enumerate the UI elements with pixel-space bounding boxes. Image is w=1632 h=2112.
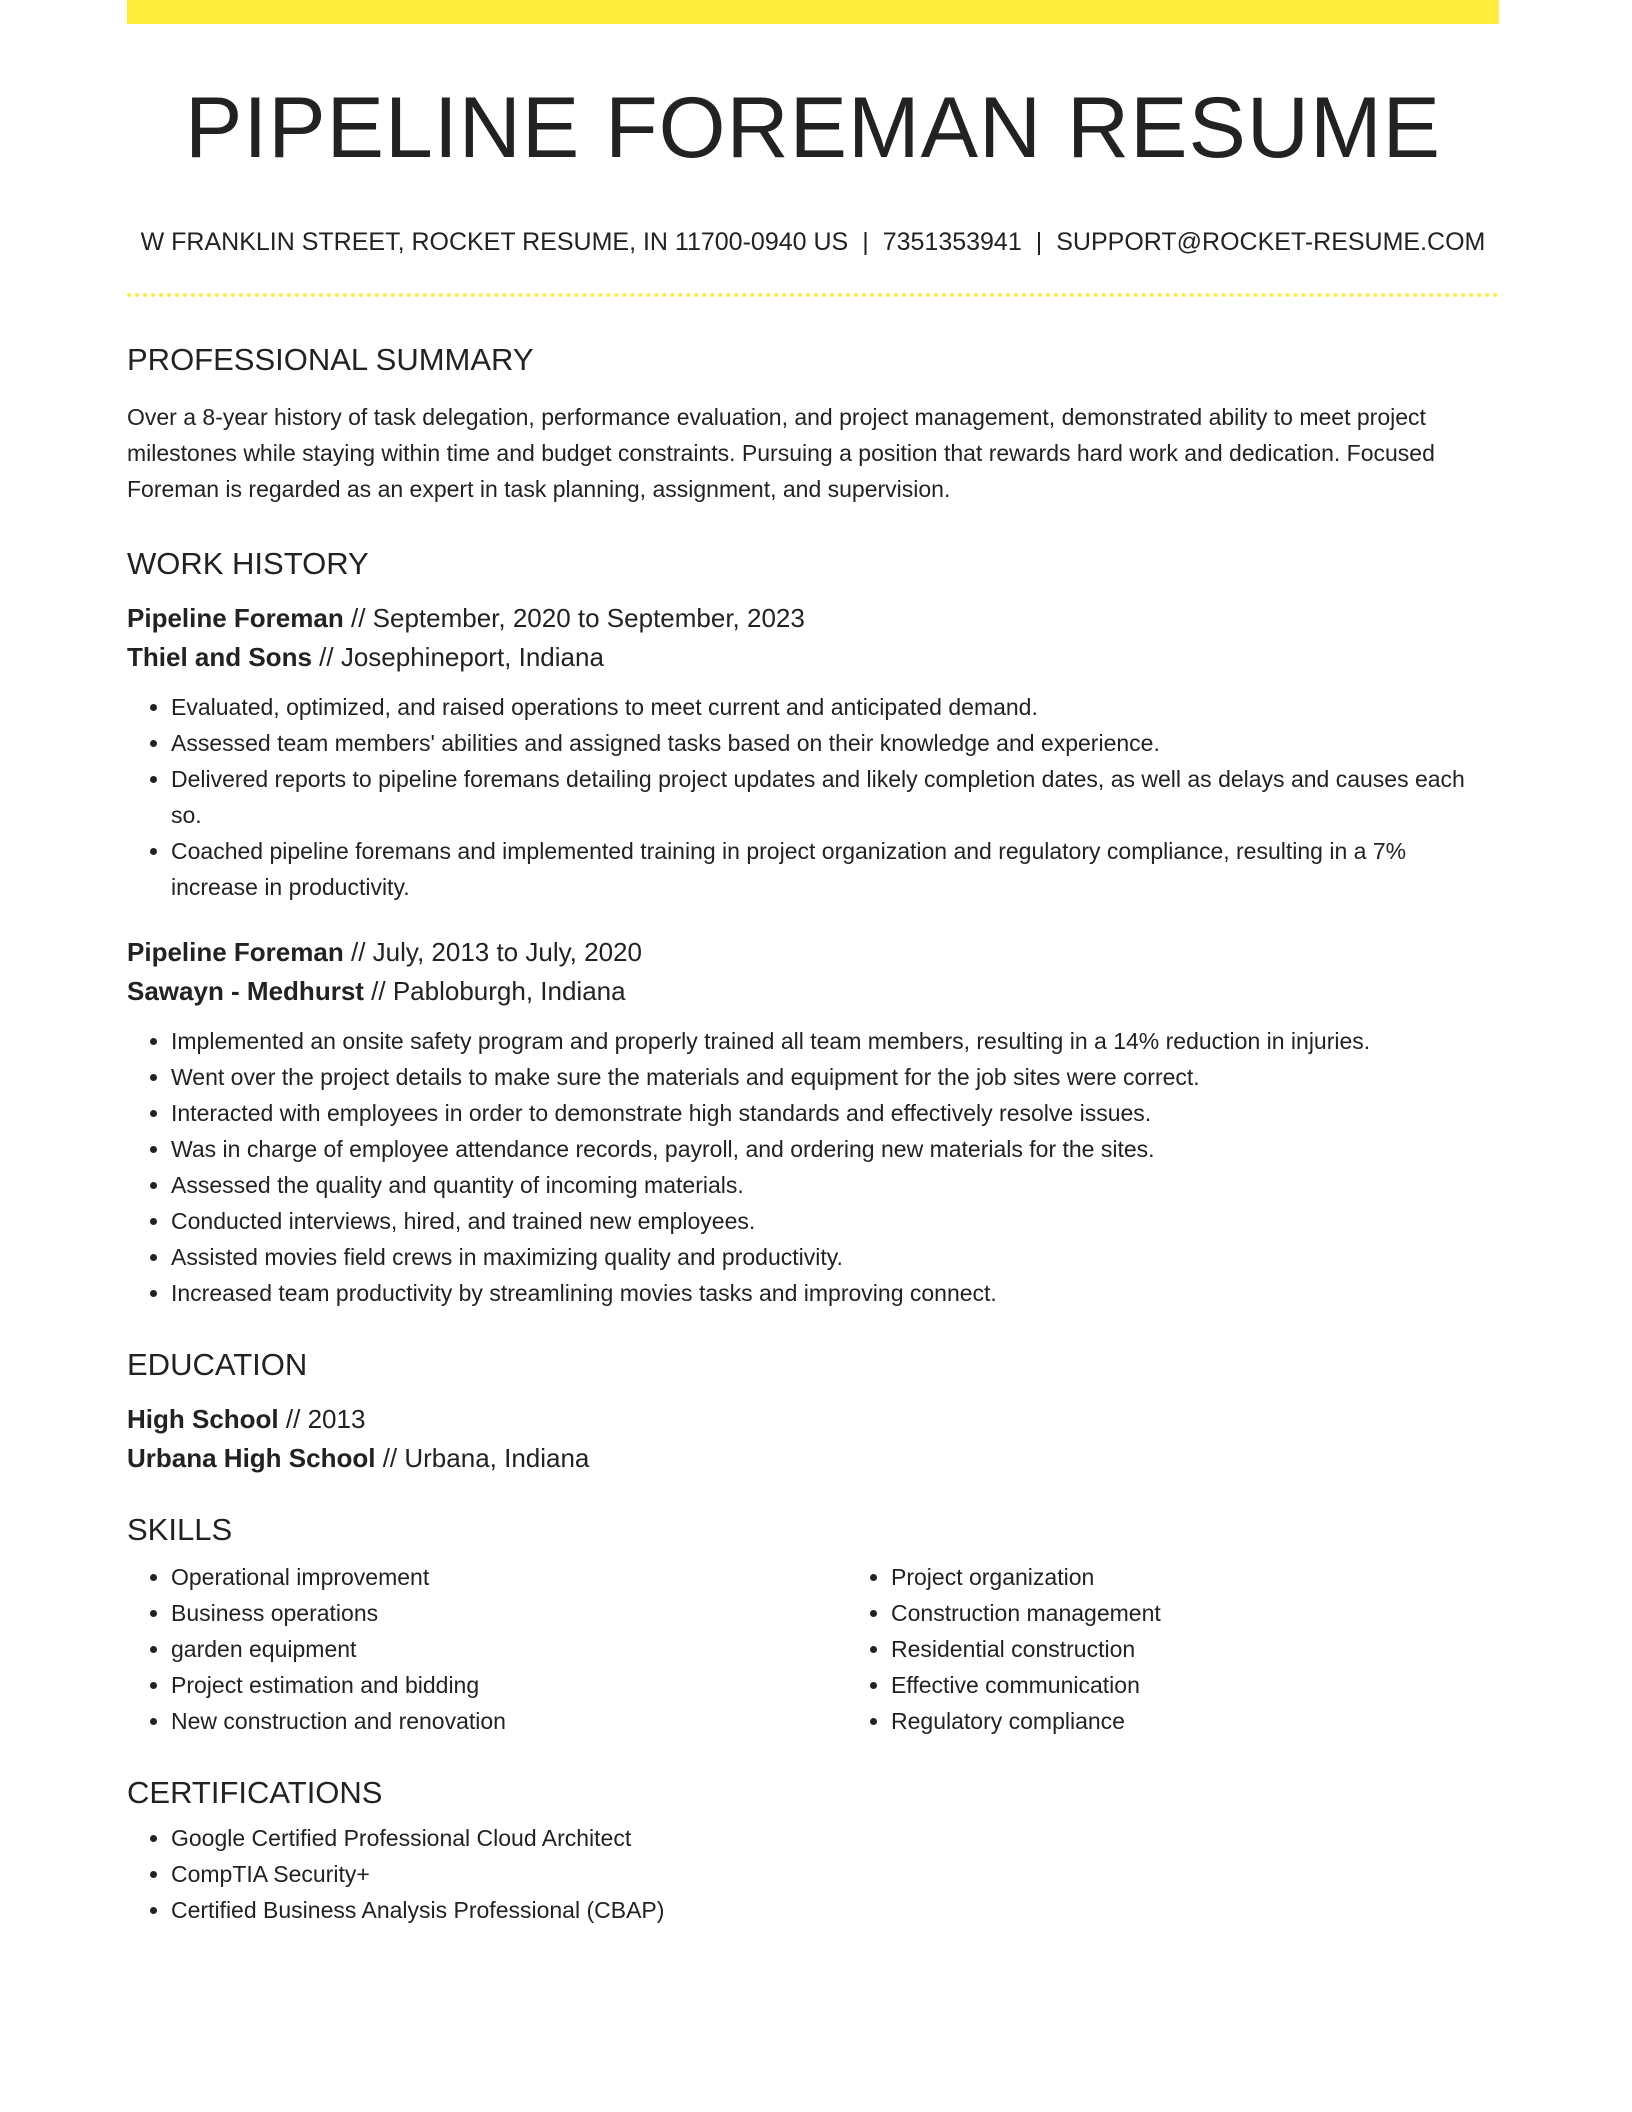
job-entry bbox=[127, 933, 1499, 1311]
resume-page bbox=[127, 0, 1499, 1928]
job-title: Pipeline Foreman bbox=[127, 937, 344, 967]
job-bullet: • Was in charge of employee attendance records, payroll, and ordering new materials for the sites. bbox=[171, 1131, 1499, 1167]
job-bullet: • Evaluated, optimized, and raised operations to meet current and anticipated demand. bbox=[171, 689, 1499, 725]
certifications-heading: CERTIFICATIONS bbox=[127, 1775, 383, 1810]
skill-item: • garden equipment bbox=[171, 1631, 847, 1667]
skills-left-column bbox=[127, 1559, 847, 1739]
skills-grid bbox=[127, 1559, 1499, 1739]
work-history-heading: WORK HISTORY bbox=[127, 546, 369, 581]
skill-item: • Operational improvement bbox=[171, 1559, 847, 1595]
job-title: Pipeline Foreman bbox=[127, 603, 344, 633]
job-dates: // July, 2013 to July, 2020 bbox=[350, 937, 642, 967]
education-degree-line bbox=[127, 1400, 1499, 1439]
job-company-line bbox=[127, 638, 1499, 677]
job-bullet: • Went over the project details to make sure the materials and equipment for the job sites were correct. bbox=[171, 1059, 1499, 1095]
resume-title: PIPELINE FOREMAN RESUME bbox=[185, 80, 1441, 176]
contact-address: W FRANKLIN STREET, ROCKET RESUME, IN 11700-0940 US bbox=[140, 228, 849, 256]
certification-item: • CompTIA Security+ bbox=[171, 1856, 1499, 1892]
education-heading: EDUCATION bbox=[127, 1347, 308, 1382]
job-bullet: • Delivered reports to pipeline foremans detailing project updates and likely completion dates, as well as delays and causes each so. bbox=[171, 761, 1499, 833]
skill-item: • Effective communication bbox=[891, 1667, 1567, 1703]
job-company: Thiel and Sons bbox=[127, 642, 312, 672]
skill-item: • Project estimation and bidding bbox=[171, 1667, 847, 1703]
education-school: Urbana High School bbox=[127, 1443, 376, 1473]
job-company: Sawayn - Medhurst bbox=[127, 976, 364, 1006]
education-entry bbox=[127, 1400, 1499, 1478]
job-bullet: • Assisted movies field crews in maximizing quality and productivity. bbox=[171, 1239, 1499, 1275]
certification-item: • Certified Business Analysis Professional (CBAP) bbox=[171, 1892, 1499, 1928]
contact-line bbox=[127, 230, 1499, 255]
skill-item: • New construction and renovation bbox=[171, 1703, 847, 1739]
job-bullet: • Assessed the quality and quantity of incoming materials. bbox=[171, 1167, 1499, 1203]
job-bullets bbox=[127, 689, 1499, 905]
skill-item: • Project organization bbox=[891, 1559, 1567, 1595]
contact-separator: | bbox=[862, 228, 869, 256]
job-bullets bbox=[127, 1023, 1499, 1311]
accent-top-bar bbox=[127, 0, 1499, 24]
skills-right-column bbox=[847, 1559, 1567, 1739]
contact-email: SUPPORT@ROCKET-RESUME.COM bbox=[1056, 228, 1486, 256]
contact-separator: | bbox=[1035, 228, 1043, 256]
contact-phone: 7351353941 bbox=[882, 228, 1022, 256]
job-location: // Josephineport, Indiana bbox=[319, 642, 604, 672]
job-title-line bbox=[127, 933, 1499, 972]
job-company-line bbox=[127, 972, 1499, 1011]
dotted-divider bbox=[127, 293, 1499, 297]
job-bullet: • Assessed team members' abilities and assigned tasks based on their knowledge and experience. bbox=[171, 725, 1499, 761]
job-title-line bbox=[127, 599, 1499, 638]
education-degree: High School bbox=[127, 1404, 279, 1434]
job-location: // Pabloburgh, Indiana bbox=[371, 976, 626, 1006]
summary-heading: PROFESSIONAL SUMMARY bbox=[127, 342, 534, 377]
skill-item: • Construction management bbox=[891, 1595, 1567, 1631]
job-bullet: • Implemented an onsite safety program and properly trained all team members, resulting in a 14% reduction in injuries. bbox=[171, 1023, 1499, 1059]
job-bullet: • Conducted interviews, hired, and trained new employees. bbox=[171, 1203, 1499, 1239]
skill-item: • Business operations bbox=[171, 1595, 847, 1631]
education-year: // 2013 bbox=[285, 1404, 366, 1434]
job-bullet: • Coached pipeline foremans and implemented training in project organization and regulatory compliance, resulting in a 7% increase in productivity. bbox=[171, 833, 1499, 905]
summary-text: Over a 8-year history of task delegation, performance evaluation, and project management, demonstrated ability to meet project milestones while staying within time and budget constraints. Pursuing a position that rewards hard work and dedication. Focused Foreman is regarded as an expert in task planning, assignment, and supervision. bbox=[127, 404, 1435, 502]
job-dates: // September, 2020 to September, 2023 bbox=[350, 603, 805, 633]
job-bullet: • Increased team productivity by streamlining movies tasks and improving connect. bbox=[171, 1275, 1499, 1311]
job-entry bbox=[127, 599, 1499, 905]
education-school-line bbox=[127, 1439, 1499, 1478]
skills-heading: SKILLS bbox=[127, 1512, 233, 1547]
certification-item: • Google Certified Professional Cloud Architect bbox=[171, 1820, 1499, 1856]
job-bullet: • Interacted with employees in order to demonstrate high standards and effectively resolve issues. bbox=[171, 1095, 1499, 1131]
skill-item: • Regulatory compliance bbox=[891, 1703, 1567, 1739]
skill-item: • Residential construction bbox=[891, 1631, 1567, 1667]
education-location: // Urbana, Indiana bbox=[382, 1443, 590, 1473]
certifications-list bbox=[127, 1820, 1499, 1928]
